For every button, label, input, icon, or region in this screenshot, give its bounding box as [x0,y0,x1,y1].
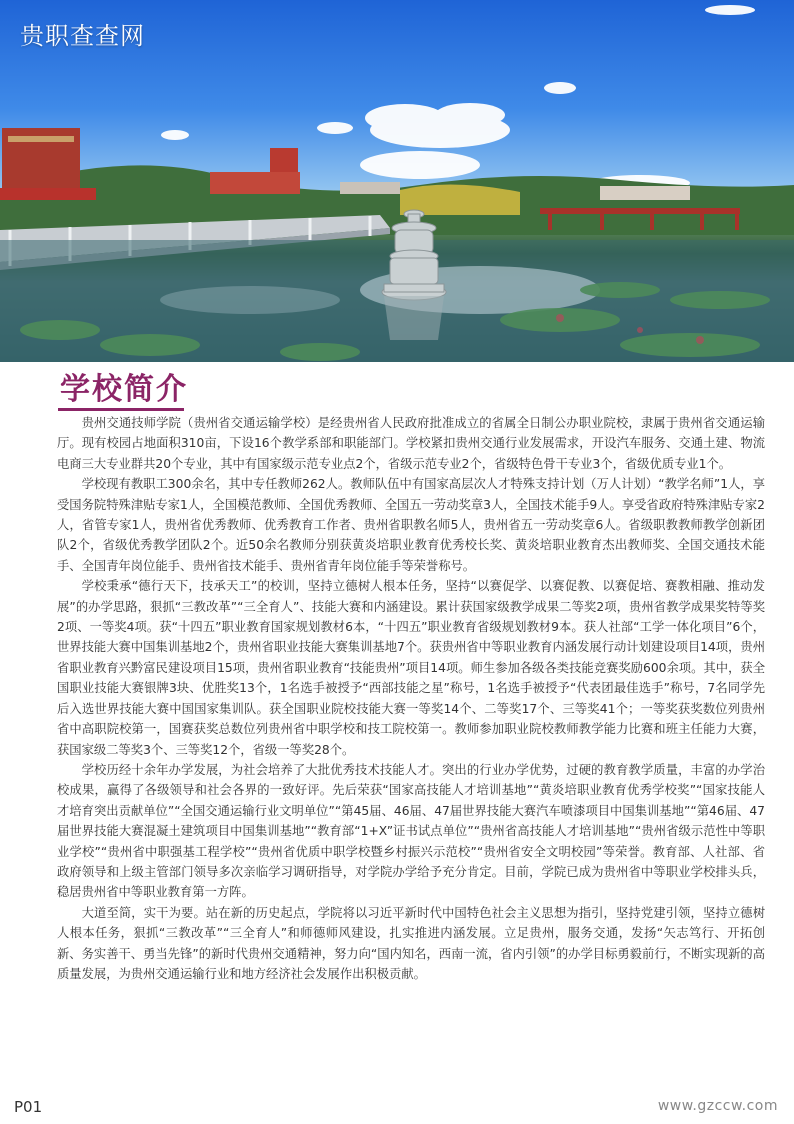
section-title: 学校简介 [60,372,188,407]
site-title: 贵职查查网 [20,22,145,50]
paragraph: 学校现有教职工300余名，其中专任教师262人。教师队伍中有国家高层次人才特殊支持计划（万人计划）“教学名师”1人，享受国务院特殊津贴专家1人，全国模范教师、全国优秀教师、全国五一劳动奖章3人，全国技术能手9人。享受省政府特殊津贴专家2人，省管专家1人，贵州省优秀教师、优秀教育工作者、贵州省职教名师5人，贵州省五一劳动奖章6人。省级职教教师教学创新团队2个，省级优秀教学团队2个。近50余名教师分别获黄炎培职业教育优秀校长奖、黄炎培职业教育杰出教师奖、全国交通技术能手、全国青年岗位能手、贵州省技术能手、贵州省青年岗位能手等荣誉称号。 [57,477,765,573]
paragraph: 学校历经十余年办学发展，为社会培养了大批优秀技术技能人才。突出的行业办学优势，过硬的教育教学质量，丰富的办学治校成果，赢得了各级领导和社会各界的一致好评。先后荣获“国家高技能人才培训基地”“黄炎培职业教育优秀学校奖”“国家技能人才培育突出贡献单位”“全国交通运输行业文明单位”“第45届、46届、47届世界技能大赛汽车喷漆项目中国集训基地”“第46届、47届世界技能大赛混凝土建筑项目中国集训基地”“教育部“1+X”证书试点单位”“贵州省高技能人才培训基地”“贵州省级示范性中等职业学校”“贵州省中职强基工程学校”“贵州省优质中职学校暨乡村振兴示范校”“贵州省安全文明校园”等荣誉。教育部、人社部、省政府领导和上级主管部门领导多次亲临学习调研指导，对学院办学给予充分肯定。目前，学院已成为贵州省中等职业学校排头兵，稳居贵州省中等职业教育第一方阵。 [57,762,765,900]
page-number: P01 [14,1098,43,1116]
campus-scene [0,0,794,362]
intro-text [57,413,765,984]
campus-photo [0,0,794,362]
paragraph: 学校秉承“德行天下，技承天工”的校训，坚持立德树人根本任务，坚持“以赛促学、以赛促教、以赛促培、赛教相融、推动发展”的办学思路，狠抓“三教改革”“三全育人”、技能大赛和内涵建设。累计获国家级教学成果二等奖2项，贵州省教学成果奖特等奖2项、一等奖4项。获“十四五”职业教育国家规划教材6本，“十四五”职业教育省级规划教材9本。获人社部“工学一体化项目”6个，世界技能大赛中国集训基地2个，贵州省职业技能大赛集训基地7个。获贵州省中等职业教育内涵发展行动计划建设项目14项，贵州省职业教育兴黔富民建设项目15项，贵州省职业教育“技能贵州”项目14项。师生参加各级各类技能竞赛奖励600余项。其中，获全国职业技能大赛银牌3块、优胜奖13个，1名选手被授予“西部技能之星”称号，1名选手被授予“代表团最佳选手”称号，7名同学先后入选世界技能大赛中国国家集训队。获全国职业院校技能大赛一等奖14个、二等奖17个、三等奖41个；一等奖获奖数位列贵州省中高职院校第一，国赛获奖总数位列贵州省中职学校和技工院校第一。教师参加职业院校教师教学能力比赛和班主任能力大赛，获国家级二等奖3个、三等奖12个，省级一等奖28个。 [57,579,765,757]
paragraph: 大道至简，实干为要。站在新的历史起点，学院将以习近平新时代中国特色社会主义思想为指引，坚持党建引领，坚持立德树人根本任务，狠抓“三教改革”“三全育人”和师德师风建设，扎实推进内涵发展。立足贵州，服务交通，发扬“矢志笃行、开拓创新、务实善干、勇当先锋”的新时代贵州交通精神，努力向“国内知名，西南一流，省内引领”的办学目标勇毅前行，不断实现新的高质量发展，为贵州交通运输行业和地方经济社会发展作出积极贡献。 [57,905,765,981]
watermark: www.gzccw.com [657,1098,778,1114]
title-underline [58,408,184,411]
paragraph: 贵州交通技师学院（贵州省交通运输学校）是经贵州省人民政府批准成立的省属全日制公办职业院校，隶属于贵州省交通运输厅。现有校园占地面积310亩，下设16个教学系部和职能部门。学校紧扣贵州交通行业发展需求，开设汽车服务、交通土建、物流电商三大专业群共20个专业，其中有国家级示范专业点2个，省级示范专业2个，省级特色骨干专业3个，省级优质专业1个。 [57,416,765,471]
